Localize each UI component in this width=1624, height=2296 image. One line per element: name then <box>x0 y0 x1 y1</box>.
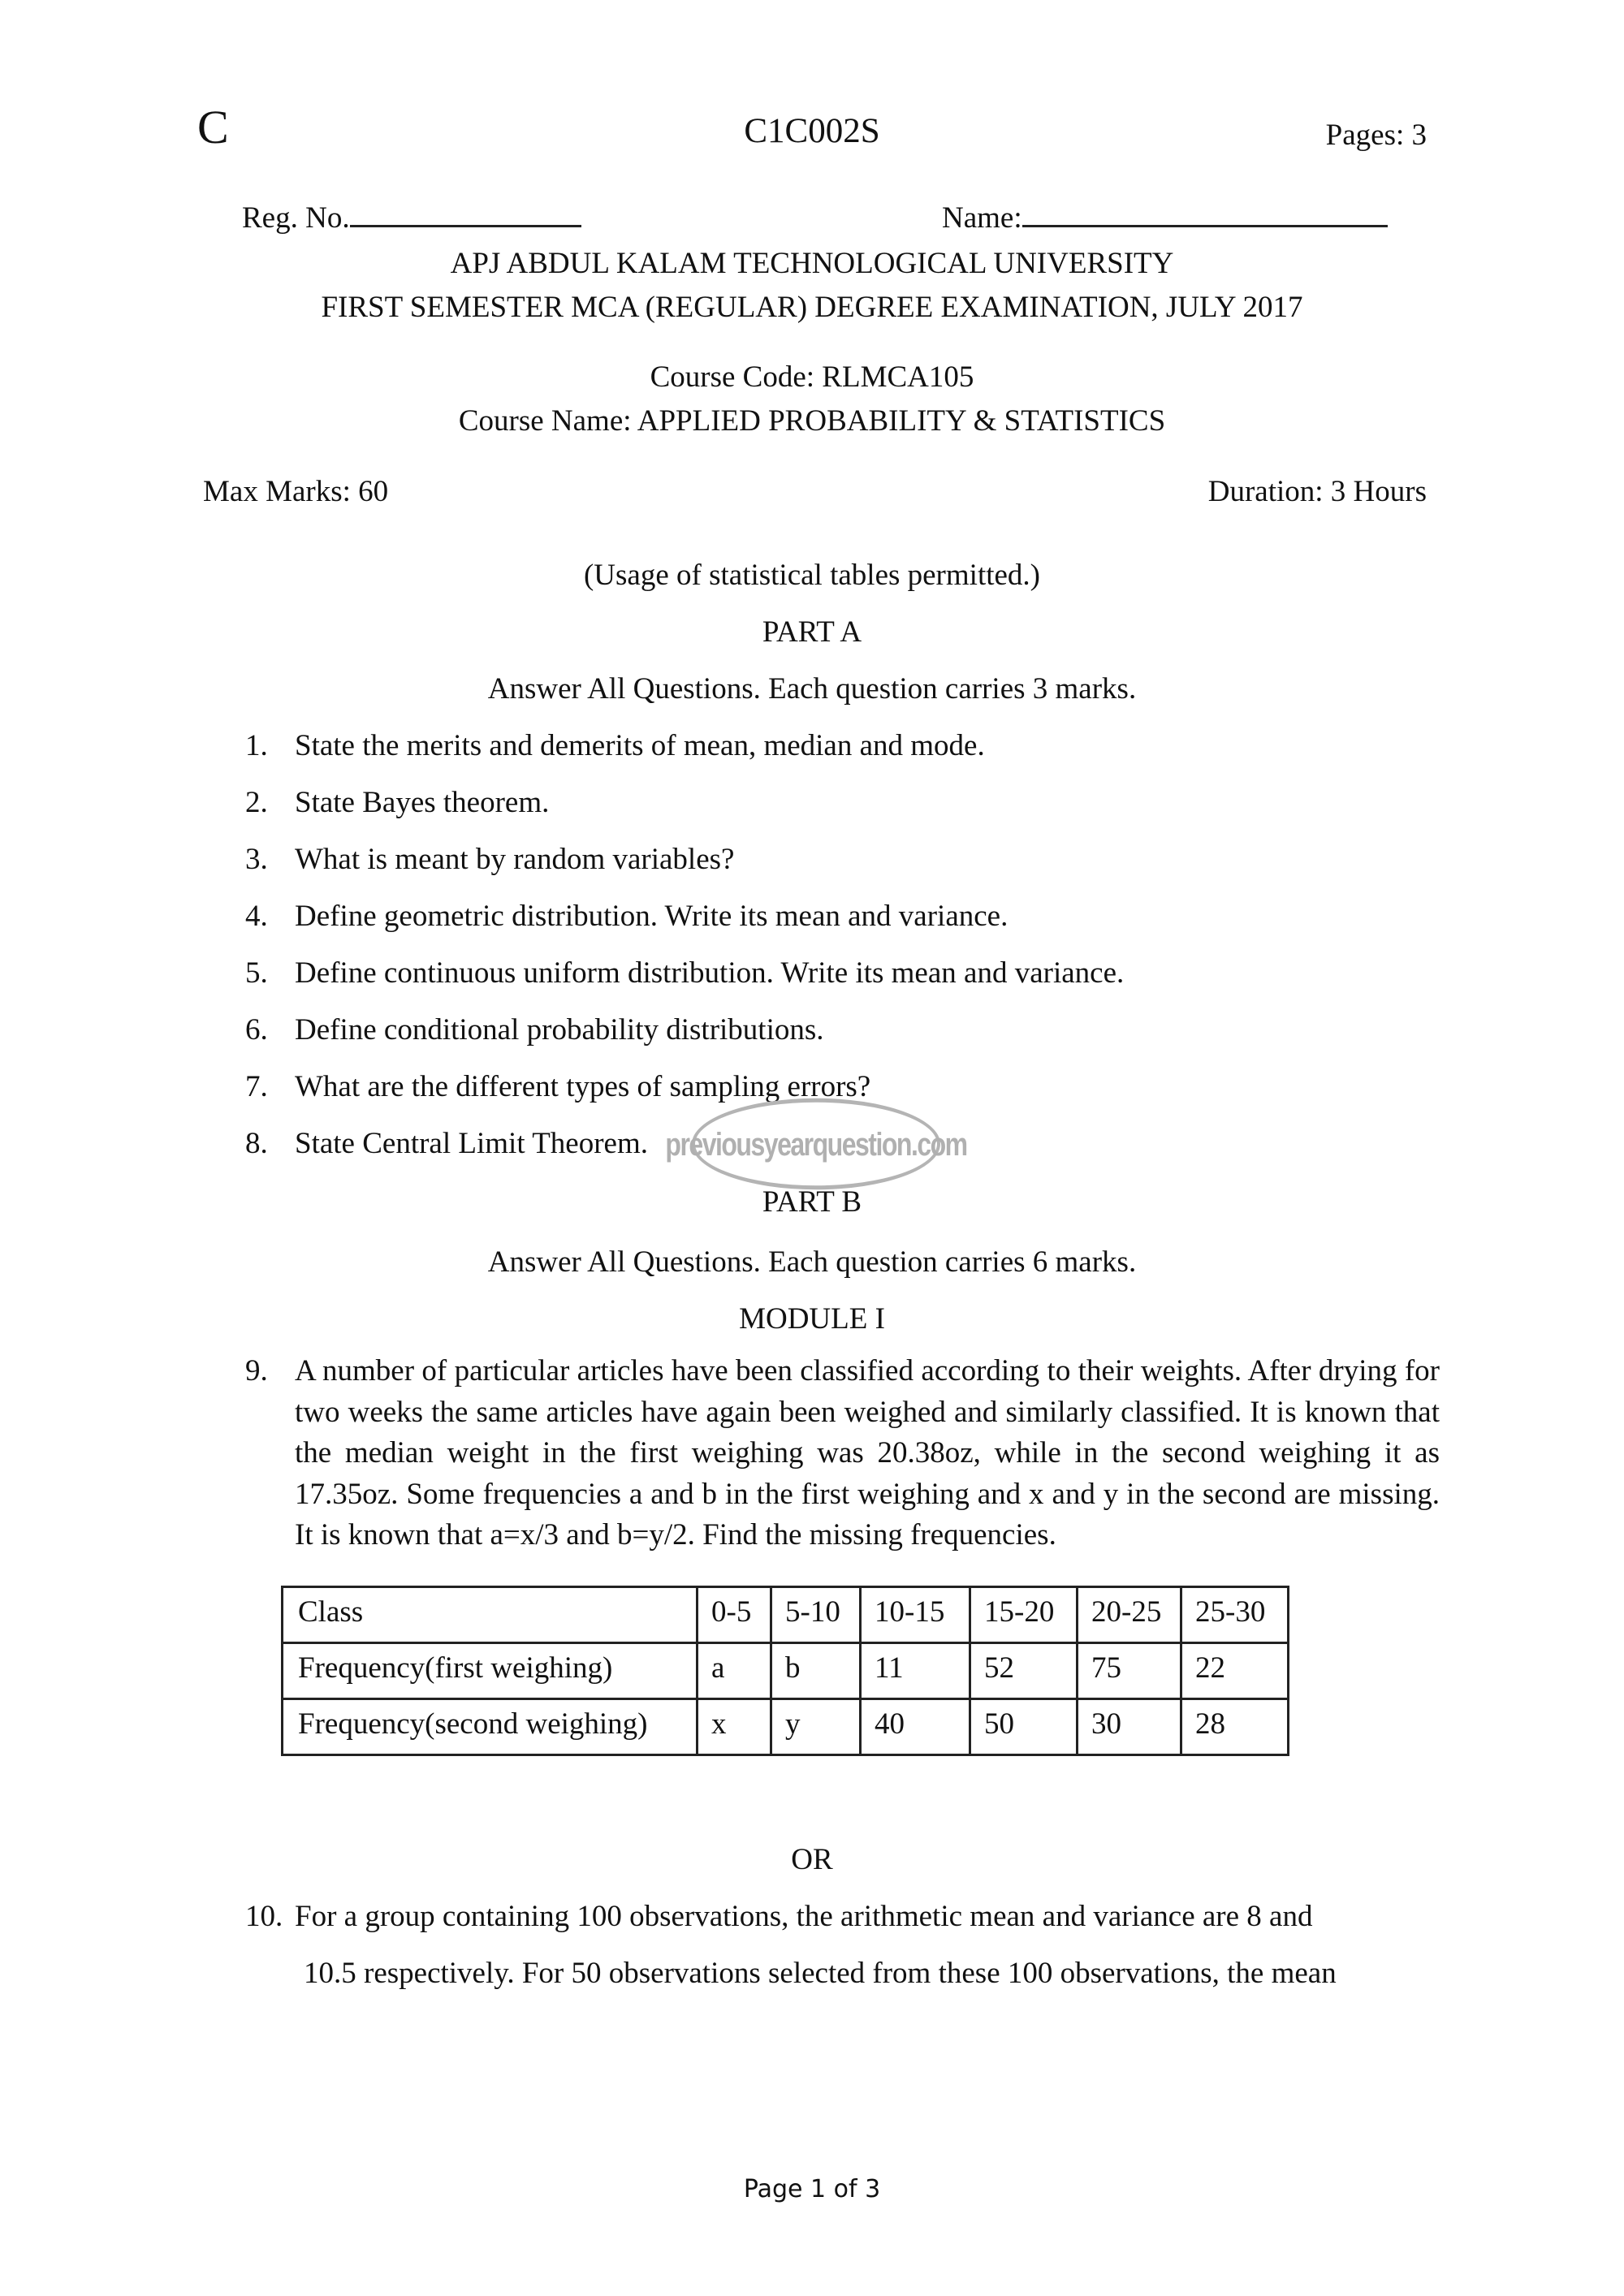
question-number: 1. <box>245 729 268 762</box>
or-separator: OR <box>791 1843 833 1876</box>
table-cell: 75 <box>1078 1643 1181 1699</box>
max-marks: Max Marks: 60 <box>203 475 389 508</box>
table-cell: 10-15 <box>861 1587 970 1643</box>
exam-title: FIRST SEMESTER MCA (REGULAR) DEGREE EXAMINATION, JULY 2017 <box>321 291 1303 324</box>
course-code: Course Code: RLMCA105 <box>650 360 974 394</box>
table-cell: 20-25 <box>1078 1587 1181 1643</box>
table-cell: 15-20 <box>970 1587 1078 1643</box>
part-a-title: PART A <box>762 615 862 649</box>
table-cell: 25-30 <box>1181 1587 1289 1643</box>
table-row <box>283 1643 1289 1699</box>
question-text: What is meant by random variables? <box>295 843 735 876</box>
table-cell: 5-10 <box>771 1587 861 1643</box>
question-text-line-1: For a group containing 100 observations, the arithmetic mean and variance are 8 and <box>295 1900 1313 1933</box>
frequency-table <box>281 1586 1289 1756</box>
page-indicator: Page 1 of 3 <box>743 2175 881 2203</box>
question-number: 5. <box>245 956 268 990</box>
part-b-instruction: Answer All Questions. Each question carries 6 marks. <box>487 1245 1137 1279</box>
table-row <box>283 1587 1289 1643</box>
instructions-note: (Usage of statistical tables permitted.) <box>583 559 1040 592</box>
university-name: APJ ABDUL KALAM TECHNOLOGICAL UNIVERSITY <box>450 247 1174 280</box>
table-cell: b <box>771 1643 861 1699</box>
table-cell: x <box>698 1699 771 1755</box>
question-text: State Central Limit Theorem. <box>295 1127 648 1160</box>
question-text: State Bayes theorem. <box>295 786 550 819</box>
question-text: State the merits and demerits of mean, median and mode. <box>295 729 985 762</box>
question-text: Define continuous uniform distribution. Write its mean and variance. <box>295 956 1125 990</box>
question-number: 8. <box>245 1127 268 1160</box>
question-text-line-2: 10.5 respectively. For 50 observations selected from these 100 observations, the mean <box>304 1957 1337 1990</box>
question-text: What are the different types of sampling errors? <box>295 1070 871 1103</box>
name-field <box>942 203 1388 233</box>
table-cell: 11 <box>861 1643 970 1699</box>
course-name: Course Name: APPLIED PROBABILITY & STATISTICS <box>458 404 1166 438</box>
table-cell: 28 <box>1181 1699 1289 1755</box>
question-text: Define geometric distribution. Write its mean and variance. <box>295 900 1009 933</box>
question-number: 10. <box>245 1900 283 1933</box>
table-cell: Frequency(second weighing) <box>283 1699 698 1755</box>
table-cell: Frequency(first weighing) <box>283 1643 698 1699</box>
question-number: 2. <box>245 786 268 819</box>
table-cell: 40 <box>861 1699 970 1755</box>
module-heading: MODULE I <box>739 1302 885 1336</box>
paper-code: C1C002S <box>744 112 880 150</box>
watermark-text: previousyearquestion.com <box>665 1124 967 1162</box>
question-number: 6. <box>245 1013 268 1047</box>
reg-no-label: Reg. No. <box>242 201 350 235</box>
part-a-instruction: Answer All Questions. Each question carries 3 marks. <box>487 672 1137 706</box>
part-b-title: PART B <box>762 1185 862 1219</box>
name-label: Name: <box>942 201 1022 235</box>
table-cell: 0-5 <box>698 1587 771 1643</box>
table-cell: a <box>698 1643 771 1699</box>
duration: Duration: 3 Hours <box>1207 475 1427 508</box>
question-number: 3. <box>245 843 268 876</box>
question-number: 9. <box>245 1354 268 1388</box>
question-number: 7. <box>245 1070 268 1103</box>
table-cell: 30 <box>1078 1699 1181 1755</box>
name-blank <box>1022 222 1388 227</box>
table-row <box>283 1699 1289 1755</box>
watermark-stamp <box>665 1098 967 1190</box>
table-cell: 52 <box>970 1643 1078 1699</box>
table-cell: y <box>771 1699 861 1755</box>
reg-no-field <box>242 203 581 233</box>
table-cell: 22 <box>1181 1643 1289 1699</box>
question-text: A number of particular articles have been classified according to their weights. After drying for two weeks the same articles have again been weighed and similarly classified. It is known that the median weight in the first weighing was 20.38oz, while in the second weighing it as 17.35oz. Some frequencies a and b in the first weighing and x and y in the second are missing. It is known that a=x/3 and b=y/2. Find the missing frequencies. <box>295 1354 1440 1552</box>
question-number: 4. <box>245 900 268 933</box>
series-letter: C <box>197 101 229 153</box>
question-text: Define conditional probability distributions. <box>295 1013 824 1047</box>
table-cell: Class <box>283 1587 698 1643</box>
reg-no-blank <box>350 222 581 227</box>
table-cell: 50 <box>970 1699 1078 1755</box>
page-count: Pages: 3 <box>1325 119 1427 152</box>
